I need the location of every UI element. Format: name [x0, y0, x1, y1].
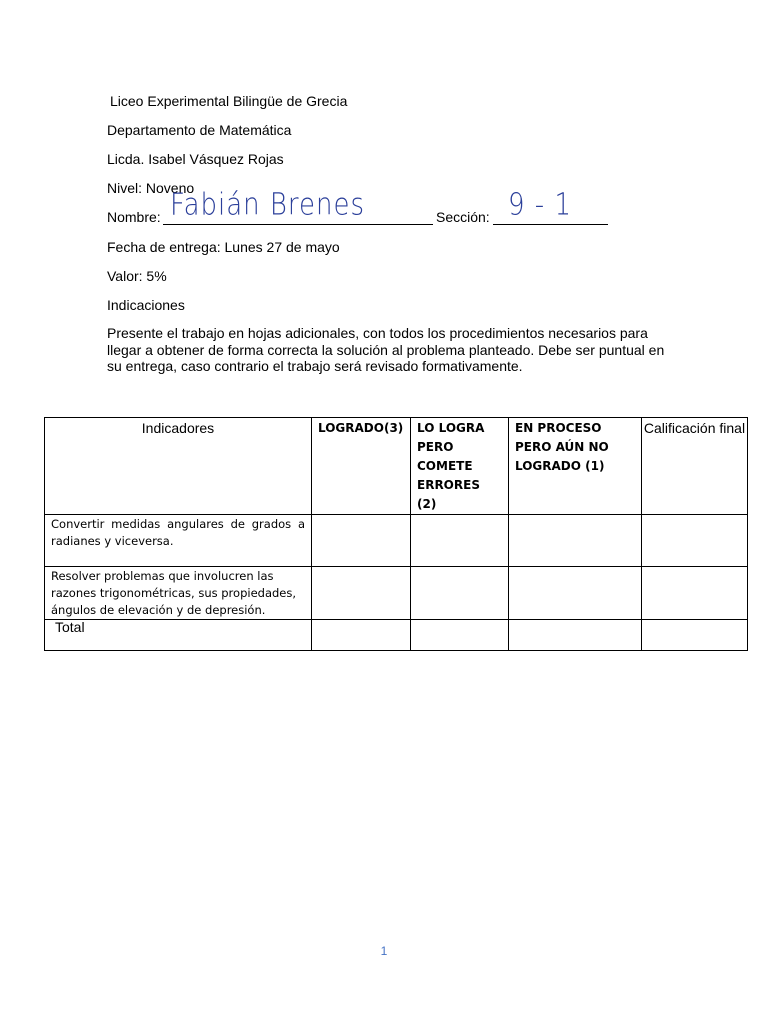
department-name: Departamento de Matemática [107, 122, 292, 138]
name-handwritten: Fabián Brenes [170, 187, 366, 223]
due-date: Fecha de entrega: Lunes 27 de mayo [107, 239, 340, 255]
score-cell [509, 567, 642, 620]
total-row [45, 620, 748, 651]
total-label: Total [45, 620, 312, 651]
indicator-cell: Convertir medidas angulares de grados a radianes y viceversa. [45, 515, 312, 567]
page-number: 1 [380, 944, 388, 958]
rubric-table [44, 417, 748, 651]
teacher-name: Licda. Isabel Vásquez Rojas [107, 151, 284, 167]
score-cell [642, 567, 748, 620]
total-cell [642, 620, 748, 651]
school-name: Liceo Experimental Bilingüe de Grecia [110, 93, 348, 109]
indicator-cell: Resolver problemas que involucren las razones trigonométricas, sus propiedades, ángulos de elevación y de depresión. [45, 567, 312, 620]
table-header-row [45, 418, 748, 515]
score-cell [312, 567, 411, 620]
column-header-lo-logra: LO LOGRA PERO COMETE ERRORES (2) [411, 418, 509, 515]
table-row [45, 567, 748, 620]
section-underline [493, 224, 608, 225]
total-cell [411, 620, 509, 651]
section-label: Sección: [436, 209, 490, 225]
score-cell [411, 515, 509, 567]
level-line: Nivel: Noveno [107, 180, 195, 196]
instructions-title: Indicaciones [107, 297, 185, 313]
value-line: Valor: 5% [107, 268, 167, 284]
name-underline [163, 224, 433, 225]
total-cell [312, 620, 411, 651]
column-header-logrado: LOGRADO(3) [312, 418, 411, 515]
section-handwritten: 9 - 1 [508, 187, 572, 223]
table-row [45, 515, 748, 567]
column-header-indicadores: Indicadores [45, 418, 312, 515]
instructions-text: Presente el trabajo en hojas adicionales, con todos los procedimientos necesarios para llegar a obtener de forma correcta la solución al problema planteado. Debe ser puntual en su entrega, caso contrario el trabajo será revisado formativamente. [107, 325, 665, 374]
column-header-calificacion: Calificación final [642, 418, 748, 515]
total-cell [509, 620, 642, 651]
score-cell [642, 515, 748, 567]
score-cell [312, 515, 411, 567]
score-cell [509, 515, 642, 567]
score-cell [411, 567, 509, 620]
name-label: Nombre: [107, 209, 161, 225]
column-header-en-proceso: EN PROCESO PERO AÚN NO LOGRADO (1) [509, 418, 642, 515]
